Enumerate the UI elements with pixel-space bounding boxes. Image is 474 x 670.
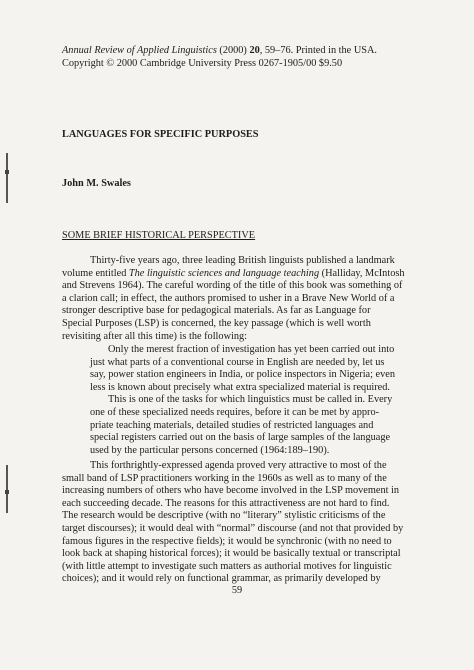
citation-header — [62, 44, 452, 70]
text-line: The research would be descriptive (with no “literary” stylistic criticisms of the — [62, 510, 386, 522]
block-quote — [90, 344, 395, 457]
margin-scan-mark — [6, 153, 8, 203]
text-line: used by the particular persons concerned (1964:189–190). — [90, 444, 330, 456]
paragraph-1 — [62, 255, 405, 343]
copyright-line: Copyright © 2000 Cambridge University Press 0267-1905/00 $9.50 — [62, 58, 343, 69]
text-line: less is known about precisely what extra specialized material is required. — [90, 381, 390, 393]
text-line: each succeeding decade. The reasons for this attractiveness are not hard to find. — [62, 497, 390, 509]
journal-volume: 20 — [249, 45, 260, 56]
text-line: Only the merest fraction of investigation has yet been carried out into — [108, 344, 395, 355]
margin-scan-dot — [5, 490, 9, 494]
text-line: target discourses); it would deal with “normal” discourse (and not that provided by — [62, 522, 404, 534]
text-line: a clarion call; in effect, the authors promised to usher in a Brave New World of a — [62, 292, 395, 304]
text-line: This forthrightly-expressed agenda proved very attractive to most of the — [90, 460, 387, 471]
book-title: The linguistic sciences and language teaching — [128, 267, 320, 279]
journal-pages: , 59–76. Printed in the USA. — [259, 45, 378, 56]
text-line: look back at shaping historical forces); it would be basically textual or transcriptal — [62, 548, 401, 560]
paragraph-2 — [62, 460, 403, 586]
text-line: just what parts of a conventional course in English are needed by, let us — [90, 356, 385, 368]
journal-year: (2000) — [216, 45, 250, 56]
text-line: Thirty-five years ago, three leading British linguists published a landmark — [90, 255, 395, 266]
text-line: Special Purposes (LSP) is concerned, the key passage (which is well worth — [62, 317, 371, 329]
text-line: and Strevens 1964). The careful wording of the title of this book was something of — [62, 280, 403, 292]
text-line: special registers carried out on the basis of large samples of the language — [90, 432, 391, 444]
text-line: say, power station engineers in India, or police inspectors in Nigeria; even — [90, 369, 395, 381]
text-line: one of these specialized needs requires, before it can be met by appro- — [90, 406, 380, 418]
citation-line — [62, 44, 452, 57]
text-line: choices); and it would rely on functional grammar, as primarily developed by — [62, 573, 381, 585]
text-fragment: volume entitled — [62, 267, 129, 279]
page-number: 59 — [231, 585, 243, 596]
article-author: John M. Swales — [62, 178, 131, 189]
text-line: (with little attempt to investigate such matters as authorial motives for linguistic — [62, 560, 392, 572]
margin-scan-dot — [5, 170, 9, 174]
text-line: increasing numbers of others who have become involved in the LSP movement in — [62, 485, 400, 497]
article-title: LANGUAGES FOR SPECIFIC PURPOSES — [62, 129, 259, 140]
journal-name: Annual Review of Applied Linguistics — [62, 45, 217, 56]
text-line: famous figures in the respective fields); it would be synchronic (with no need to — [62, 535, 392, 547]
text-line — [62, 268, 405, 281]
text-fragment: (Halliday, McIntosh — [319, 267, 405, 279]
text-line: small band of LSP practitioners working in the 1960s as well as to many of the — [62, 472, 387, 484]
section-heading: SOME BRIEF HISTORICAL PERSPECTIVE — [62, 230, 256, 241]
text-line: priate teaching materials, detailed studies of restricted languages and — [90, 419, 374, 431]
text-line: This is one of the tasks for which linguistics must be called in. Every — [108, 394, 393, 406]
margin-scan-mark — [6, 465, 8, 513]
text-line: revisiting after all this time) is the following: — [62, 330, 248, 342]
text-line: stronger descriptive base for pedagogical materials. As far as Language for — [62, 305, 371, 317]
